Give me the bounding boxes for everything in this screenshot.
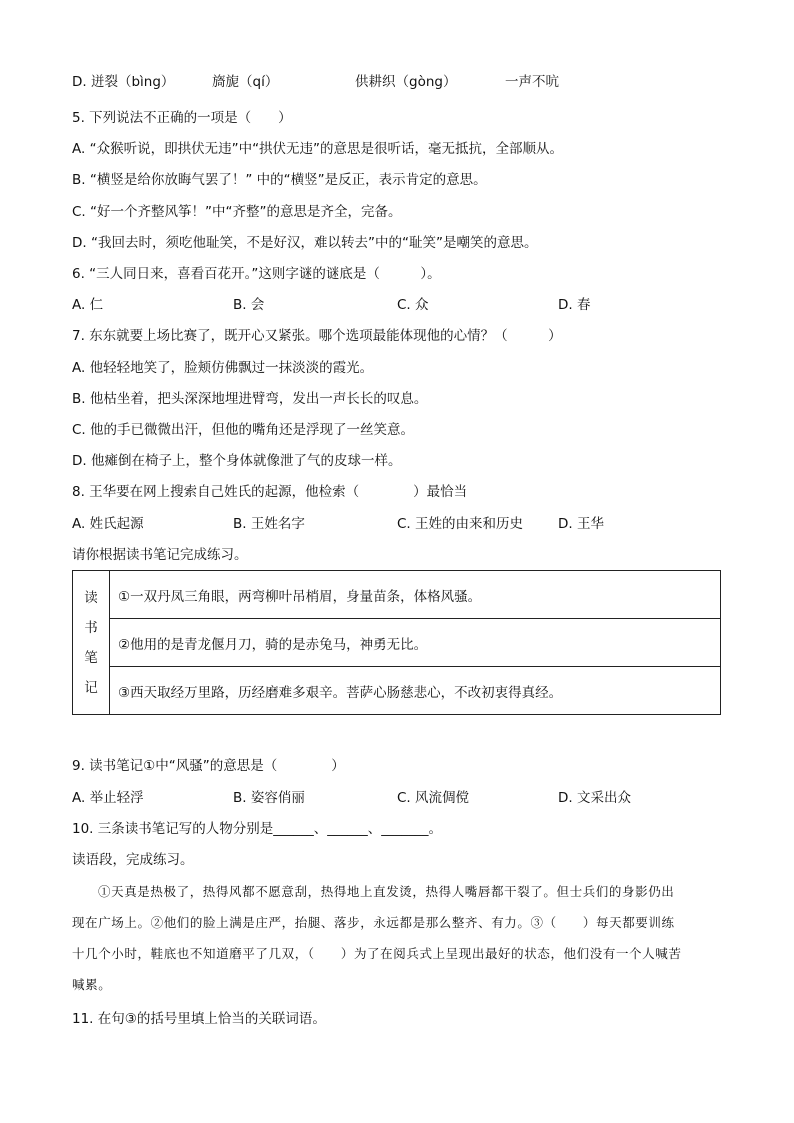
reading-note-3: ③西天取经万里路，历经磨难多艰辛。菩萨心肠慈悲心，不改初衷得真经。 — [110, 667, 721, 715]
q9-option-b: B. 姿容俏丽 — [233, 790, 305, 806]
reading-note-1: ①一双丹凤三角眼，两弯柳叶吊梢眉，身量苗条，体格风骚。 — [110, 571, 721, 619]
q9-option-c: C. 风流倜傥 — [397, 790, 470, 806]
side-char: 读 — [84, 589, 98, 606]
q4-option-d — [72, 73, 174, 91]
q6-option-d: D. 春 — [558, 297, 591, 313]
q4-option-d-word4: 一声不吭 — [505, 74, 559, 90]
q7-option-a: A. 他轻轻地笑了，脸颊仿佛飘过一抹淡淡的霞光。 — [72, 360, 374, 376]
q4-option-d-word3: 供耕织（gòng） — [355, 74, 457, 90]
passage-text — [72, 876, 722, 1000]
passage-line: 现在广场上。②他们的脸上满是庄严，抬腿、落步，永远都是那么整齐、有力。③（ ）每天都要训练 — [72, 915, 675, 930]
side-char: 笔 — [84, 649, 98, 666]
q5-option-b: B. “横竖是给你放晦气罢了！” 中的“横竖”是反正，表示肯定的意思。 — [72, 172, 487, 188]
q10-stem: 10. 三条读书笔记写的人物分别是______、______、_______。 — [72, 821, 443, 837]
q5-option-d: D. “我回去时，须吃他耻笑，不是好汉，难以转去”中的“耻笑”是嘲笑的意思。 — [72, 235, 538, 251]
q6-stem: 6. “三人同日来，喜看百花开。”这则字谜的谜底是（ ）。 — [72, 266, 441, 282]
q9-stem: 9. 读书笔记①中“风骚”的意思是（ ） — [72, 758, 345, 774]
q6-option-a: A. 仁 — [72, 297, 104, 313]
q5-stem: 5. 下列说法不正确的一项是（ ） — [72, 110, 292, 126]
passage-line: ①天真是热极了，热得风都不愿意刮，热得地上直发烫，热得人嘴唇都干裂了。但士兵们的身影仍出 — [98, 884, 675, 899]
q6-option-b: B. 会 — [233, 297, 265, 313]
q7-option-d: D. 他瘫倒在椅子上，整个身体就像泄了气的皮球一样。 — [72, 453, 402, 469]
q11-stem: 11. 在句③的括号里填上恰当的关联词语。 — [72, 1011, 326, 1027]
q8-stem: 8. 王华要在网上搜索自己姓氏的起源，他检索（ ）最恰当 — [72, 484, 468, 500]
reading-notes-table — [72, 570, 721, 715]
side-char: 记 — [84, 679, 98, 696]
reading-notes-intro: 请你根据读书笔记完成练习。 — [72, 547, 248, 563]
reading-notes-side-label — [73, 571, 110, 715]
q8-option-b: B. 王姓名字 — [233, 516, 305, 532]
q8-option-a: A. 姓氏起源 — [72, 516, 144, 532]
q7-option-c: C. 他的手已微微出汗，但他的嘴角还是浮现了一丝笑意。 — [72, 422, 415, 438]
q8-option-d: D. 王华 — [558, 516, 604, 532]
q9-option-a: A. 举止轻浮 — [72, 790, 144, 806]
q8-option-c: C. 王姓的由来和历史 — [397, 516, 524, 532]
side-char: 书 — [84, 619, 98, 636]
passage-line: 十几个小时，鞋底也不知道磨平了几双，（ ）为了在阅兵式上呈现出最好的状态，他们没有一个人喊苦 — [72, 946, 682, 961]
q4-option-d-label: D. 迸裂（bìng） — [72, 74, 175, 90]
q9-option-d: D. 文采出众 — [558, 790, 631, 806]
q5-option-c: C. “好一个齐整风筝！”中“齐整”的意思是齐全，完备。 — [72, 204, 402, 220]
q6-option-c: C. 众 — [397, 297, 429, 313]
q4-option-d-word2: 旖旎（qí） — [212, 74, 279, 90]
reading-note-2: ②他用的是青龙偃月刀，骑的是赤兔马，神勇无比。 — [110, 619, 721, 667]
q5-option-a: A. “众猴听说，即拱伏无违”中“拱伏无违”的意思是很听话，毫无抵抗，全部顺从。 — [72, 141, 564, 157]
q7-stem: 7. 东东就要上场比赛了，既开心又紧张。哪个选项最能体现他的心情？（ ） — [72, 328, 562, 344]
passage-line: 喊累。 — [72, 977, 112, 992]
q7-option-b: B. 他枯坐着，把头深深地埋进臂弯，发出一声长长的叹息。 — [72, 391, 428, 407]
passage-intro: 读语段，完成练习。 — [72, 852, 194, 868]
